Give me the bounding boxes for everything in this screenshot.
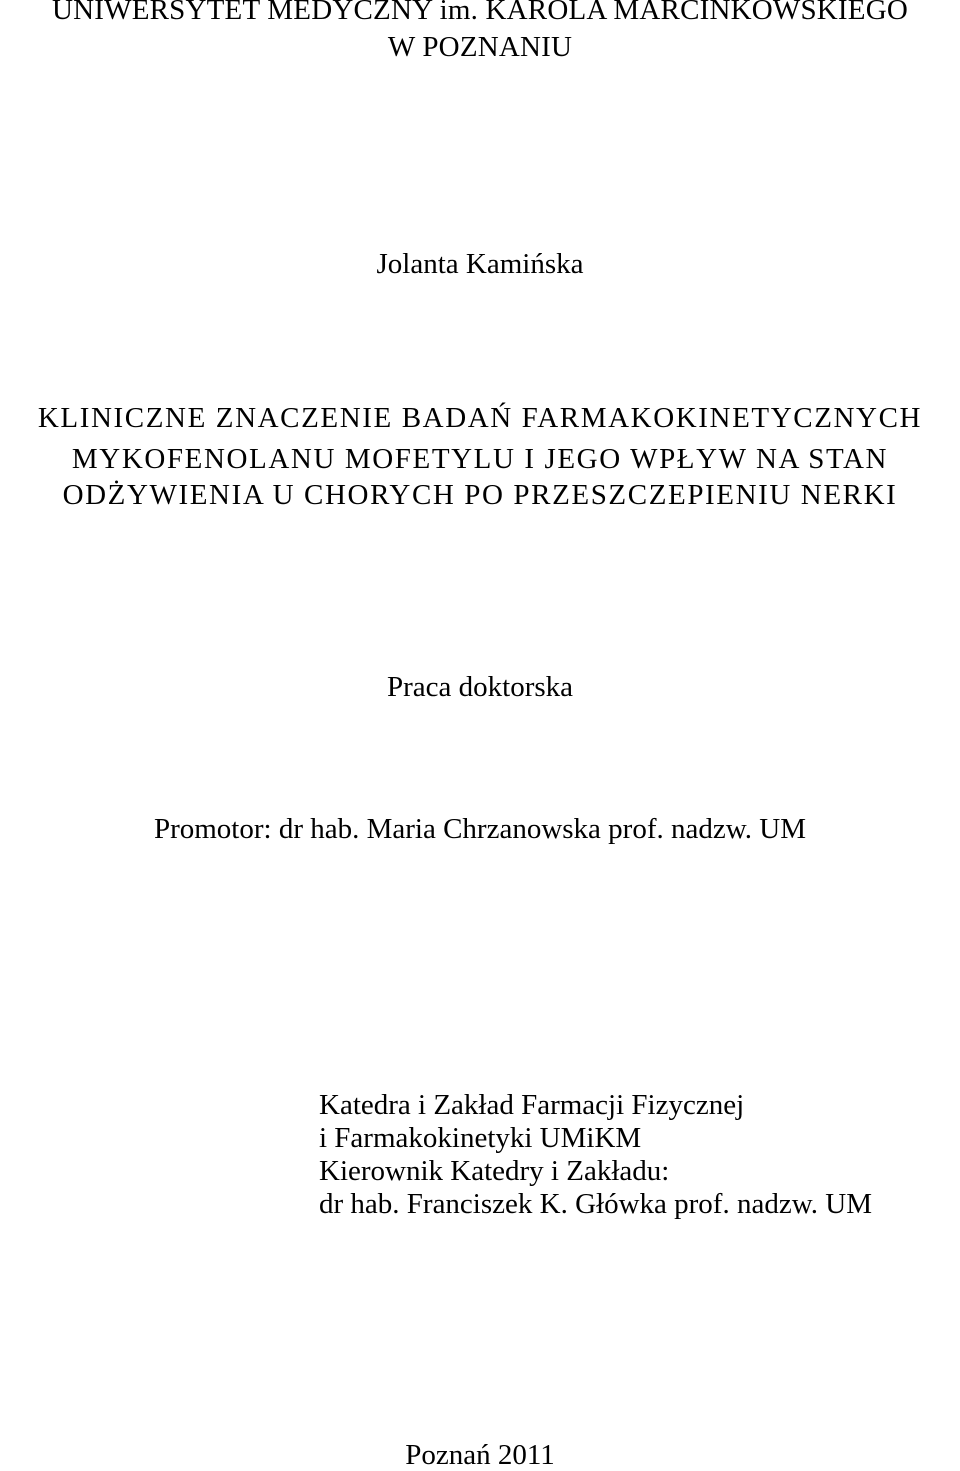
place-and-year: Poznań 2011 <box>405 1439 555 1471</box>
work-type: Praca doktorska <box>386 671 574 703</box>
author-name: Jolanta Kamińska <box>376 248 584 280</box>
thesis-title-line3: ODŻYWIENIA U CHORYCH PO PRZESZCZEPIENIU NERKI <box>62 479 898 511</box>
department-line1: Katedra i Zakład Farmacji Fizycznej <box>319 1089 745 1121</box>
thesis-title-line1: KLINICZNE ZNACZENIE BADAŃ FARMAKOKINETYCZNYCH <box>37 402 923 434</box>
promotor: Promotor: dr hab. Maria Chrzanowska prof. nadzw. UM <box>153 813 807 845</box>
thesis-title-line2: MYKOFENOLANU MOFETYLU I JEGO WPŁYW NA STAN <box>71 443 889 475</box>
department-head-label: Kierownik Katedry i Zakładu: <box>319 1155 670 1187</box>
department-head-name: dr hab. Franciszek K. Główka prof. nadzw. UM <box>319 1188 872 1220</box>
university-name-line1: UNIWERSYTET MEDYCZNY im. KAROLA MARCINKOWSKIEGO <box>51 0 908 26</box>
university-name-line2: W POZNANIU <box>387 31 573 63</box>
department-line2: i Farmakokinetyki UMiKM <box>319 1122 642 1154</box>
